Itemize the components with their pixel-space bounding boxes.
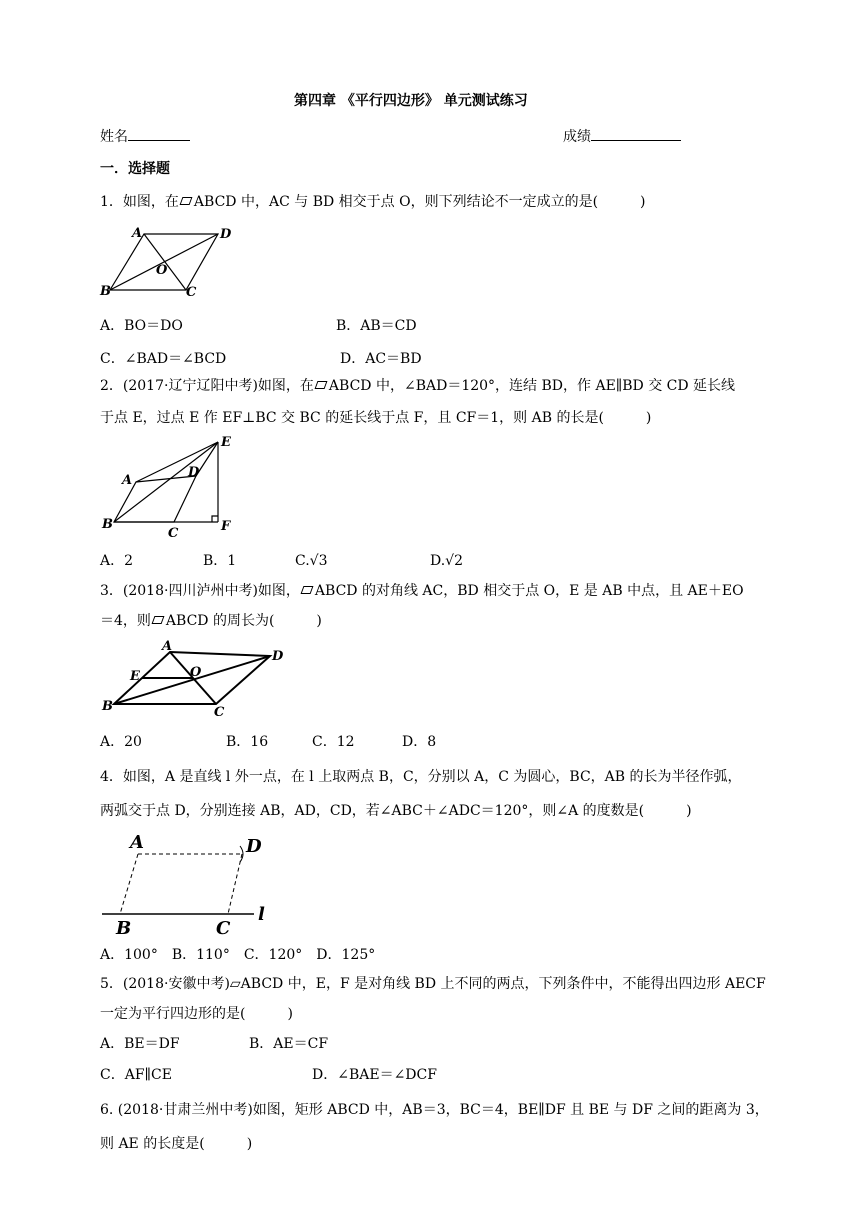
- q4-label-c: C: [216, 918, 231, 939]
- name-label: 姓名: [100, 129, 128, 145]
- q3-text-end: ABCD 的对角线 AC，BD 相交于点 O，E 是 AB 中点，且 AE＋EO: [314, 583, 744, 599]
- q2-option-b: B．1: [203, 553, 237, 569]
- question-4-line-2: 两弧交于点 D，分别连接 AB，AD，CD，若∠ABC＋∠ADC＝120°，则∠A 的度数是( ): [100, 803, 692, 819]
- q2-option-c: C.√3: [295, 553, 328, 569]
- q4-label-b: B: [116, 918, 132, 939]
- q1-text-start: 1．如图，在: [100, 194, 179, 210]
- q1-text-end: ABCD 中，AC 与 BD 相交于点 O，则下列结论不一定成立的是( ): [193, 194, 646, 210]
- q4-label-l: l: [258, 904, 265, 925]
- q1-option-a: A．BO＝DO: [100, 318, 183, 334]
- question-3-line-2: [100, 612, 322, 630]
- q5-option-d: D．∠BAE＝∠DCF: [312, 1067, 437, 1083]
- question-3-line-1: [100, 582, 744, 600]
- q2-option-d: D.√2: [430, 553, 464, 569]
- q1-option-d: D．AC＝BD: [340, 351, 422, 367]
- question-1: [100, 193, 646, 211]
- q4-label-d: D: [246, 836, 262, 857]
- parallelogram-symbol: [179, 197, 192, 205]
- q1-label-o: O: [156, 263, 168, 278]
- name-field: [100, 126, 190, 146]
- parallelogram-symbol: [151, 616, 164, 624]
- q1-label-d: D: [220, 227, 232, 242]
- q3-text2-start: ＝4，则: [100, 613, 151, 629]
- question-4-line-1: 4．如图，A 是直线 l 外一点，在 l 上取两点 B，C，分别以 A，C 为圆心，BC，AB 的长为半径作弧，: [100, 769, 742, 785]
- q3-label-d: D: [272, 649, 284, 664]
- question-6-line-2: 则 AE 的长度是( ): [100, 1136, 253, 1152]
- q5-option-c: C．AF∥CE: [100, 1067, 172, 1083]
- q2-label-c: C: [168, 526, 179, 541]
- q3-text-start: 3．(2018·四川泸州中考)如图，: [100, 583, 300, 599]
- q2-label-f: F: [221, 519, 231, 534]
- q3-option-c: C．12: [312, 734, 355, 750]
- q3-label-b: B: [102, 699, 113, 714]
- q3-option-d: D．8: [402, 734, 437, 750]
- q4-options: A．100° B．110° C．120° D．125°: [100, 947, 376, 963]
- q3-label-a: A: [162, 639, 173, 654]
- q3-label-e: E: [130, 669, 140, 684]
- score-field: [563, 126, 681, 146]
- question-5-line-2: 一定为平行四边形的是( ): [100, 1006, 293, 1022]
- q3-option-a: A．20: [100, 734, 142, 750]
- q4-label-a: A: [130, 832, 144, 853]
- q3-figure: [100, 638, 290, 718]
- q3-option-b: B．16: [226, 734, 269, 750]
- parallelogram-symbol: [314, 381, 327, 389]
- q2-text-start: 2．(2017·辽宁辽阳中考)如图，在: [100, 378, 314, 394]
- q2-label-a: A: [122, 473, 133, 488]
- q3-label-c: C: [214, 705, 225, 720]
- q1-label-b: B: [100, 284, 111, 299]
- q2-option-a: A．2: [100, 553, 134, 569]
- q4-figure: [100, 832, 280, 940]
- q1-figure: [100, 222, 240, 302]
- q2-label-d: D: [188, 465, 200, 480]
- section-heading: 一．选择题: [100, 161, 170, 177]
- q2-text-end: ABCD 中，∠BAD＝120°，连结 BD，作 AE∥BD 交 CD 延长线: [328, 378, 736, 394]
- score-blank: [591, 126, 681, 141]
- question-5-line-1: 5．(2018·安徽中考)▱ABCD 中，E，F 是对角线 BD 上不同的两点，下列条件中，不能得出四边形 AECF: [100, 976, 766, 992]
- q1-option-c: C．∠BAD＝∠BCD: [100, 351, 227, 367]
- q1-option-b: B．AB＝CD: [336, 318, 417, 334]
- question-2-line-1: [100, 377, 735, 395]
- name-blank: [128, 126, 190, 141]
- q5-option-b: B．AE＝CF: [249, 1036, 329, 1052]
- parallelogram-symbol: [300, 586, 313, 594]
- q3-text2-end: ABCD 的周长为( ): [165, 613, 322, 629]
- question-2-line-2: 于点 E，过点 E 作 EF⊥BC 交 BC 的延长线于点 F，且 CF＝1，则 AB 的长是( ): [100, 410, 652, 426]
- q5-option-a: A．BE＝DF: [100, 1036, 180, 1052]
- q3-label-o: O: [190, 665, 202, 680]
- q2-label-b: B: [102, 517, 113, 532]
- q1-label-c: C: [186, 285, 197, 300]
- q2-figure: [100, 434, 240, 540]
- question-6-line-1: 6. (2018·甘肃兰州中考)如图，矩形 ABCD 中，AB＝3，BC＝4，BE∥DF 且 BE 与 DF 之间的距离为 3，: [100, 1102, 769, 1118]
- q1-label-a: A: [132, 226, 143, 241]
- page-title: 第四章 《平行四边形》 单元测试练习: [294, 93, 528, 109]
- score-label: 成绩: [563, 129, 591, 145]
- q2-label-e: E: [221, 435, 231, 450]
